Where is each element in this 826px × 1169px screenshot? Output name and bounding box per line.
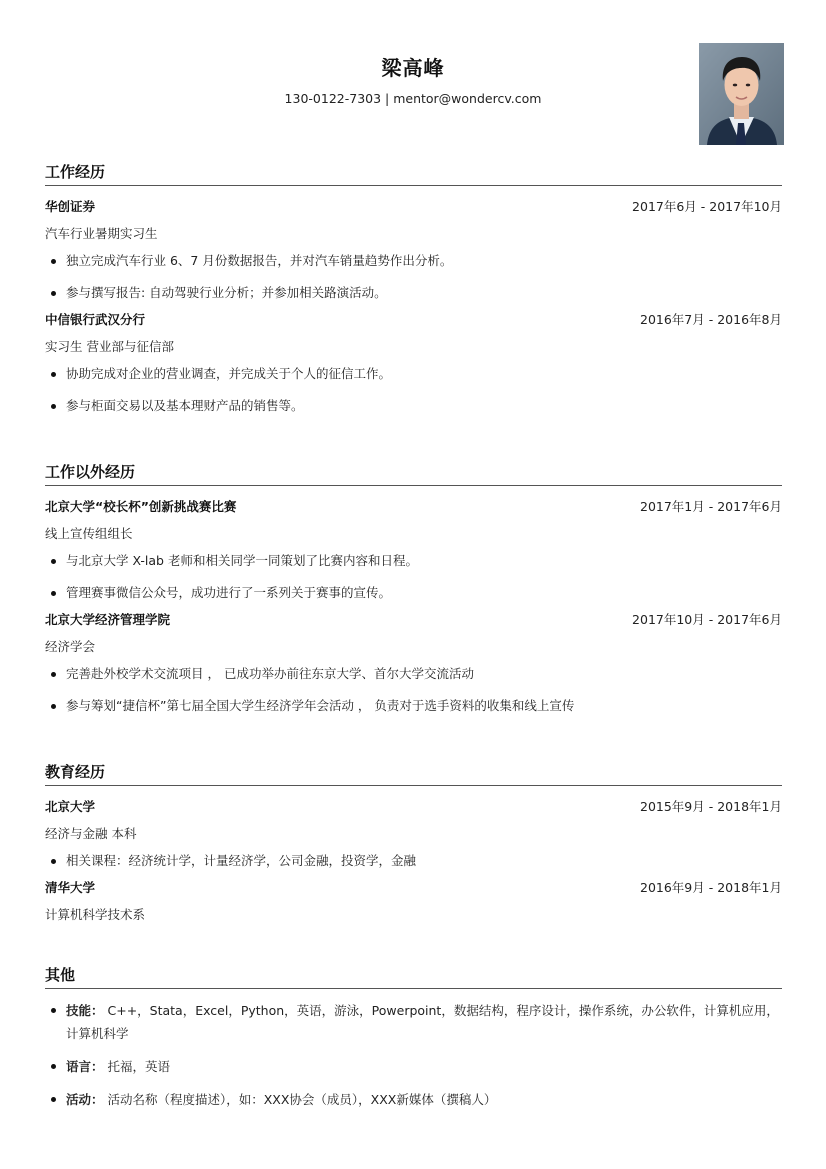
extra-entry xyxy=(45,496,782,603)
section-title-work: 工作经历 xyxy=(45,158,782,186)
work-entry xyxy=(45,309,782,416)
entry-date: 2017年6月 - 2017年10月 xyxy=(632,199,782,214)
other-list xyxy=(45,999,782,1111)
entry-date: 2016年7月 - 2016年8月 xyxy=(640,312,782,327)
bullet-item: 与北京大学 X-lab 老师和相关同学一同策划了比赛内容和日程。 xyxy=(45,551,782,571)
item-label: 技能： xyxy=(66,1003,104,1018)
other-section xyxy=(45,961,782,1121)
bullet-item: 参与撰写报告: 自动驾驶行业分析；并参加相关路演活动。 xyxy=(45,283,782,303)
contact-info: 130-0122-7303 | mentor@wondercv.com xyxy=(284,91,542,106)
bullet-item: 管理赛事微信公众号，成功进行了一系列关于赛事的宣传。 xyxy=(45,583,782,603)
profile-photo xyxy=(699,43,784,145)
extra-entry xyxy=(45,609,782,716)
entry-bullets xyxy=(45,664,782,716)
entry-role: 实习生 营业部与征信部 xyxy=(45,339,174,354)
portrait-image xyxy=(699,43,784,145)
section-title-extra: 工作以外经历 xyxy=(45,458,782,486)
other-item-skills xyxy=(45,999,782,1045)
entry-date: 2016年9月 - 2018年1月 xyxy=(640,880,782,895)
entry-org: 北京大学“校长杯”创新挑战赛比赛 xyxy=(45,499,237,514)
other-item-languages xyxy=(45,1055,782,1078)
entry-bullets xyxy=(45,251,782,303)
entry-bullets xyxy=(45,551,782,603)
entry-org: 北京大学经济管理学院 xyxy=(45,612,171,627)
entry-date: 2017年1月 - 2017年6月 xyxy=(640,499,782,514)
item-text: 托福，英语 xyxy=(103,1059,170,1074)
candidate-name: 梁高峰 xyxy=(381,56,445,80)
bullet-item: 独立完成汽车行业 6、7 月份数据报告，并对汽车销量趋势作出分析。 xyxy=(45,251,782,271)
entry-org: 华创证券 xyxy=(45,199,96,214)
resume-header xyxy=(0,0,826,160)
education-section xyxy=(45,758,782,926)
bullet-item: 完善赴外校学术交流项目 ， 已成功举办前往东京大学、首尔大学交流活动 xyxy=(45,664,782,684)
entry-role: 线上宣传组组长 xyxy=(45,526,133,541)
entry-role: 经济学会 xyxy=(45,639,96,654)
entry-school: 清华大学 xyxy=(45,880,96,895)
entry-school: 北京大学 xyxy=(45,799,96,814)
entry-major: 计算机科学技术系 xyxy=(45,907,146,922)
bullet-item: 参与柜面交易以及基本理财产品的销售等。 xyxy=(45,396,782,416)
bullet-item: 协助完成对企业的营业调查，并完成关于个人的征信工作。 xyxy=(45,364,782,384)
education-entry xyxy=(45,877,782,926)
entry-bullets xyxy=(45,851,782,871)
entry-major: 经济与金融 本科 xyxy=(45,826,137,841)
entry-org: 中信银行武汉分行 xyxy=(45,312,146,327)
entry-role: 汽车行业暑期实习生 xyxy=(45,226,158,241)
education-entry xyxy=(45,796,782,871)
item-label: 语言： xyxy=(66,1059,104,1074)
item-text: 活动名称（程度描述），如：XXX协会（成员），XXX新媒体（撰稿人） xyxy=(103,1092,497,1107)
entry-bullets xyxy=(45,364,782,416)
bullet-item: 相关课程：经济统计学，计量经济学，公司金融，投资学，金融 xyxy=(45,851,782,871)
work-entry xyxy=(45,196,782,303)
entry-date: 2017年10月 - 2017年6月 xyxy=(632,612,782,627)
section-title-other: 其他 xyxy=(45,961,782,989)
entry-date: 2015年9月 - 2018年1月 xyxy=(640,799,782,814)
work-experience-section xyxy=(45,158,782,428)
section-title-education: 教育经历 xyxy=(45,758,782,786)
other-item-activities xyxy=(45,1088,782,1111)
bullet-item: 参与筹划“捷信杯”第七届全国大学生经济学年会活动 ， 负责对于选手资料的收集和线上宣传 xyxy=(45,696,782,716)
item-text: C++，Stata，Excel，Python，英语，游泳，Powerpoint，数据结构，程序设计，操作系统，办公软件，计算机应用，计算机科学 xyxy=(66,1003,779,1041)
item-label: 活动： xyxy=(66,1092,104,1107)
extra-experience-section xyxy=(45,458,782,728)
